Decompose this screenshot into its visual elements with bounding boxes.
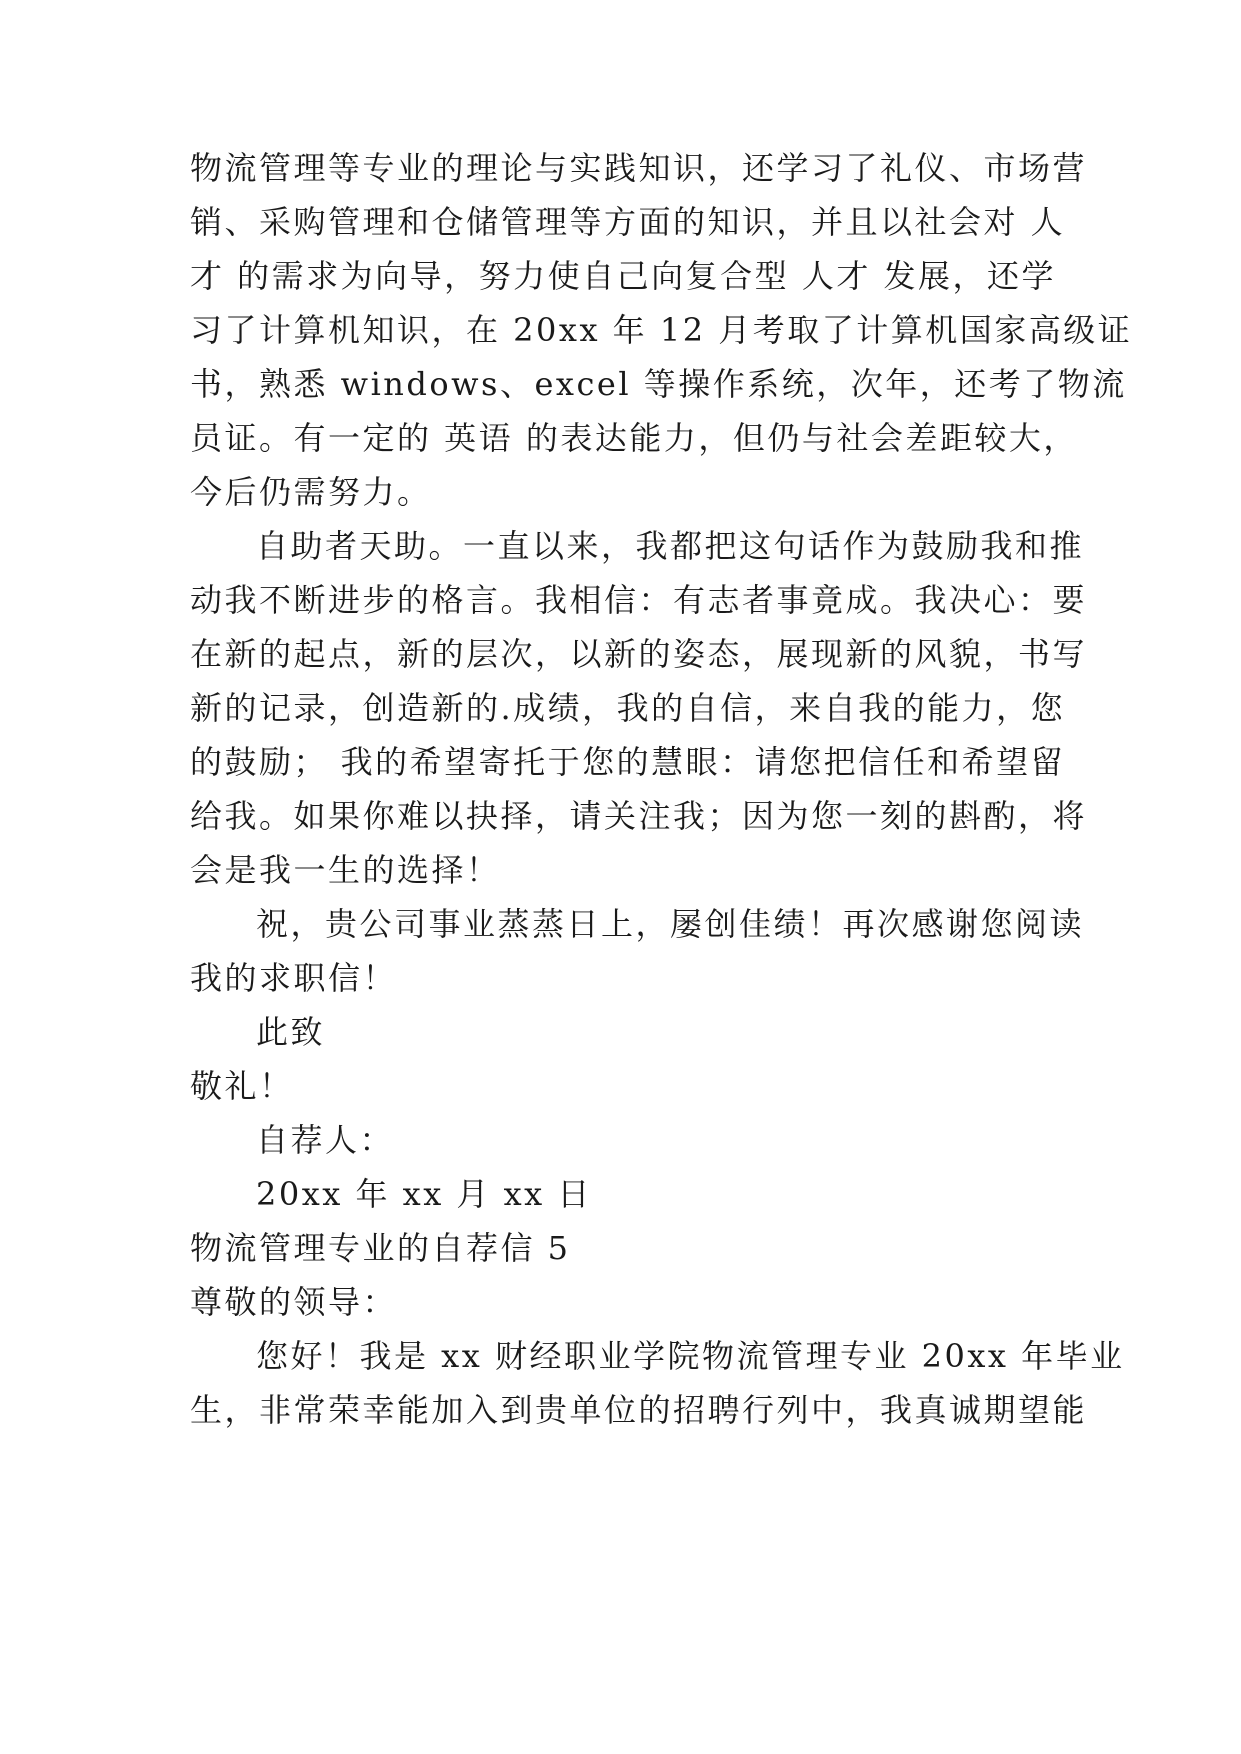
greeting: 尊敬的领导： xyxy=(190,1283,398,1321)
text-line: 您好！我是 xx 财经职业学院物流管理专业 20xx 年毕业 xyxy=(256,1337,1125,1375)
text-line: 的鼓励； 我的希望寄托于您的慧眼：请您把信任和希望留 xyxy=(190,743,1066,781)
text-line: 祝，贵公司事业蒸蒸日上，屡创佳绩！再次感谢您阅读 xyxy=(256,905,1085,943)
date-line: 20xx 年 xx 月 xx 日 xyxy=(256,1175,592,1213)
text-line: 销、采购管理和仓储管理等方面的知识，并且以社会对 人 xyxy=(190,203,1066,241)
closing-respect: 敬礼！ xyxy=(190,1067,294,1105)
text-line: 生，非常荣幸能加入到贵单位的招聘行列中，我真诚期望能 xyxy=(190,1391,1088,1429)
text-line: 在新的起点，新的层次，以新的姿态，展现新的风貌，书写 xyxy=(190,635,1088,673)
text-line: 自助者天助。一直以来，我都把这句话作为鼓励我和推 xyxy=(256,527,1085,565)
text-line: 动我不断进步的格言。我相信：有志者事竟成。我决心：要 xyxy=(190,581,1088,619)
text-line: 员证。有一定的 英语 的表达能力，但仍与社会差距较大， xyxy=(190,419,1078,457)
text-line: 给我。如果你难以抉择，请关注我；因为您一刻的斟酌，将 xyxy=(190,797,1088,835)
text-line: 我的求职信！ xyxy=(190,959,398,997)
signature-label: 自荐人： xyxy=(256,1121,395,1159)
text-line: 习了计算机知识，在 20xx 年 12 月考取了计算机国家高级证 xyxy=(190,311,1133,349)
text-line: 书，熟悉 windows、excel 等操作系统，次年，还考了物流 xyxy=(190,365,1127,403)
text-line: 今后仍需努力。 xyxy=(190,473,432,511)
section-title: 物流管理专业的自荐信 5 xyxy=(190,1229,571,1267)
closing-salutation: 此致 xyxy=(256,1013,326,1051)
text-line: 才 的需求为向导，努力使自己向复合型 人才 发展，还学 xyxy=(190,257,1057,295)
text-line: 新的记录，创造新的.成绩，我的自信，来自我的能力，您 xyxy=(190,689,1066,727)
text-line: 物流管理等专业的理论与实践知识，还学习了礼仪、市场营 xyxy=(190,149,1088,187)
text-line: 会是我一生的选择！ xyxy=(190,851,501,889)
